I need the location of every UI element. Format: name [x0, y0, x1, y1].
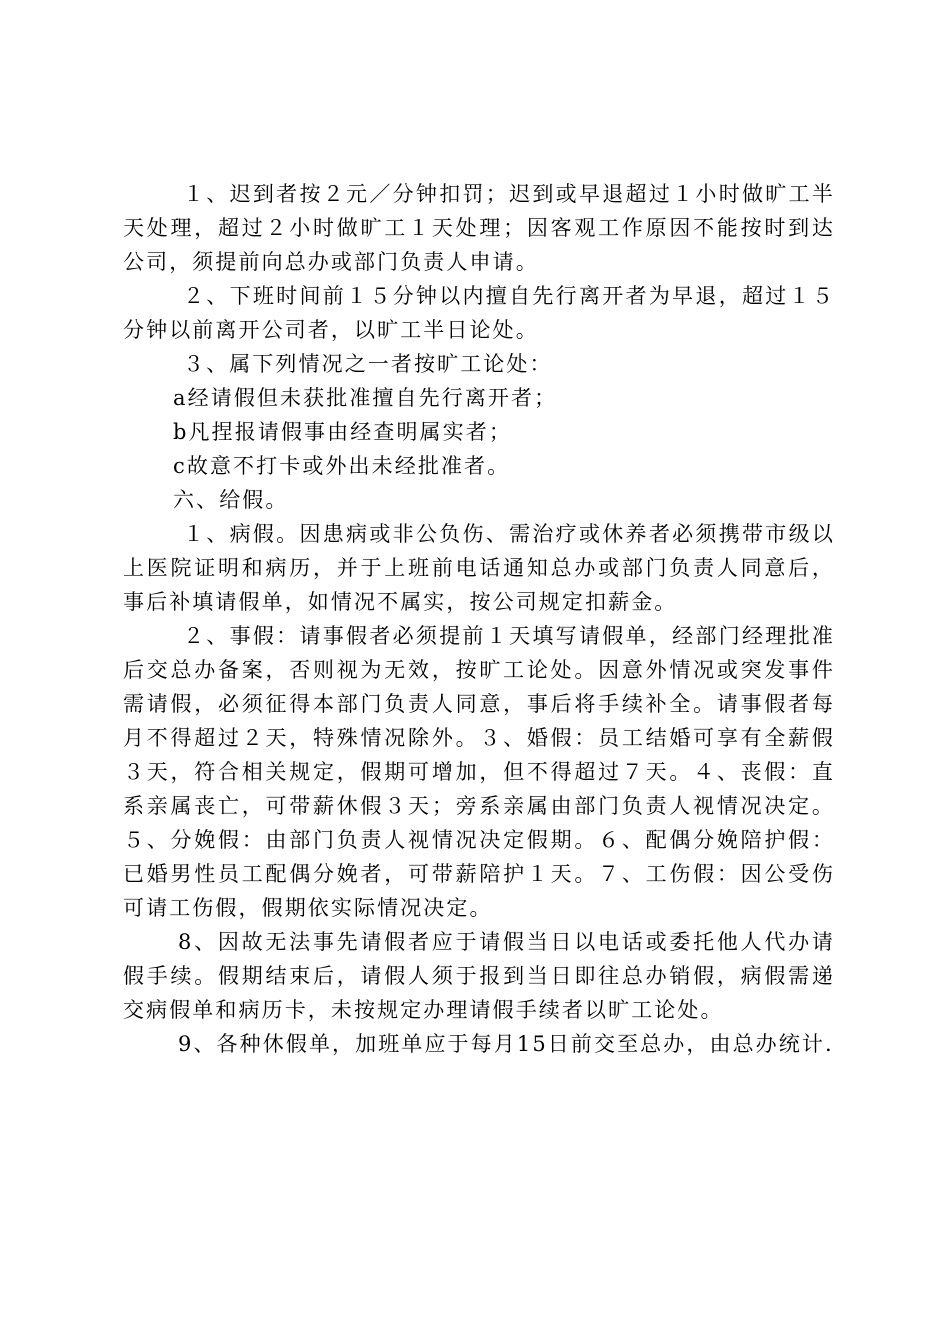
- paragraph-leave-forms: 9、各种休假单，加班单应于每月15日前交至总办，由总办统计.: [178, 1032, 834, 1056]
- paragraph-sick-leave: １、病假。因患病或非公负伤、需治疗或休养者必须携带市级以上医院证明和病历，并于上班前电话通知总办或部门负责人同意后，事后补填请假单，如情况不属实，按公司规定扣薪金。: [123, 522, 835, 614]
- list-item-b: b凡捏报请假事由经查明属实者；: [173, 420, 512, 444]
- paragraph-unplanned-leave: 8、因故无法事先请假者应于请假当日以电话或委托他人代办请假手续。假期结束后，请假人须于报到当日即往总办销假，病假需递交病假单和病历卡，未按规定办理请假手续者以旷工论处。: [123, 930, 835, 1022]
- paragraph-absence-rules: ３、属下列情况之一者按旷工论处：: [183, 352, 553, 376]
- list-item-c: c故意不打卡或外出未经批准者。: [173, 454, 511, 478]
- section-heading-leave: 六、给假。: [173, 488, 289, 512]
- document-body: [123, 177, 835, 1061]
- paragraph-personal-leave: ２、事假：请事假者必须提前１天填写请假单，经部门经理批准后交总办备案，否则视为无效，按旷工论处。因意外情况或突发事件需请假，必须征得本部门负责人同意，事后将手续补全。请事假者每月不得超过２天，特殊情况除外。３、婚假：员工结婚可享有全薪假３天，符合相关规定，假期可增加，但不得超过７天。４、丧假：直系亲属丧亡，可带薪休假３天；旁系亲属由部门负责人视情况决定。５、分娩假：由部门负责人视情况决定假期。６、配偶分娩陪护假：已婚男性员工配偶分娩者，可带薪陪护１天。７、工伤假：因公受伤可请工伤假，假期依实际情况决定。: [123, 624, 835, 920]
- list-item-a: a经请假但未获批准擅自先行离开者；: [173, 386, 558, 410]
- paragraph-late-arrival: １、迟到者按２元／分钟扣罚；迟到或早退超过１小时做旷工半天处理，超过２小时做旷工１天处理；因客观工作原因不能按时到达公司，须提前向总办或部门负责人申请。: [123, 182, 835, 274]
- paragraph-early-leave: ２、下班时间前１５分钟以内擅自先行离开者为早退，超过１５分钟以前离开公司者，以旷工半日论处。: [123, 284, 835, 342]
